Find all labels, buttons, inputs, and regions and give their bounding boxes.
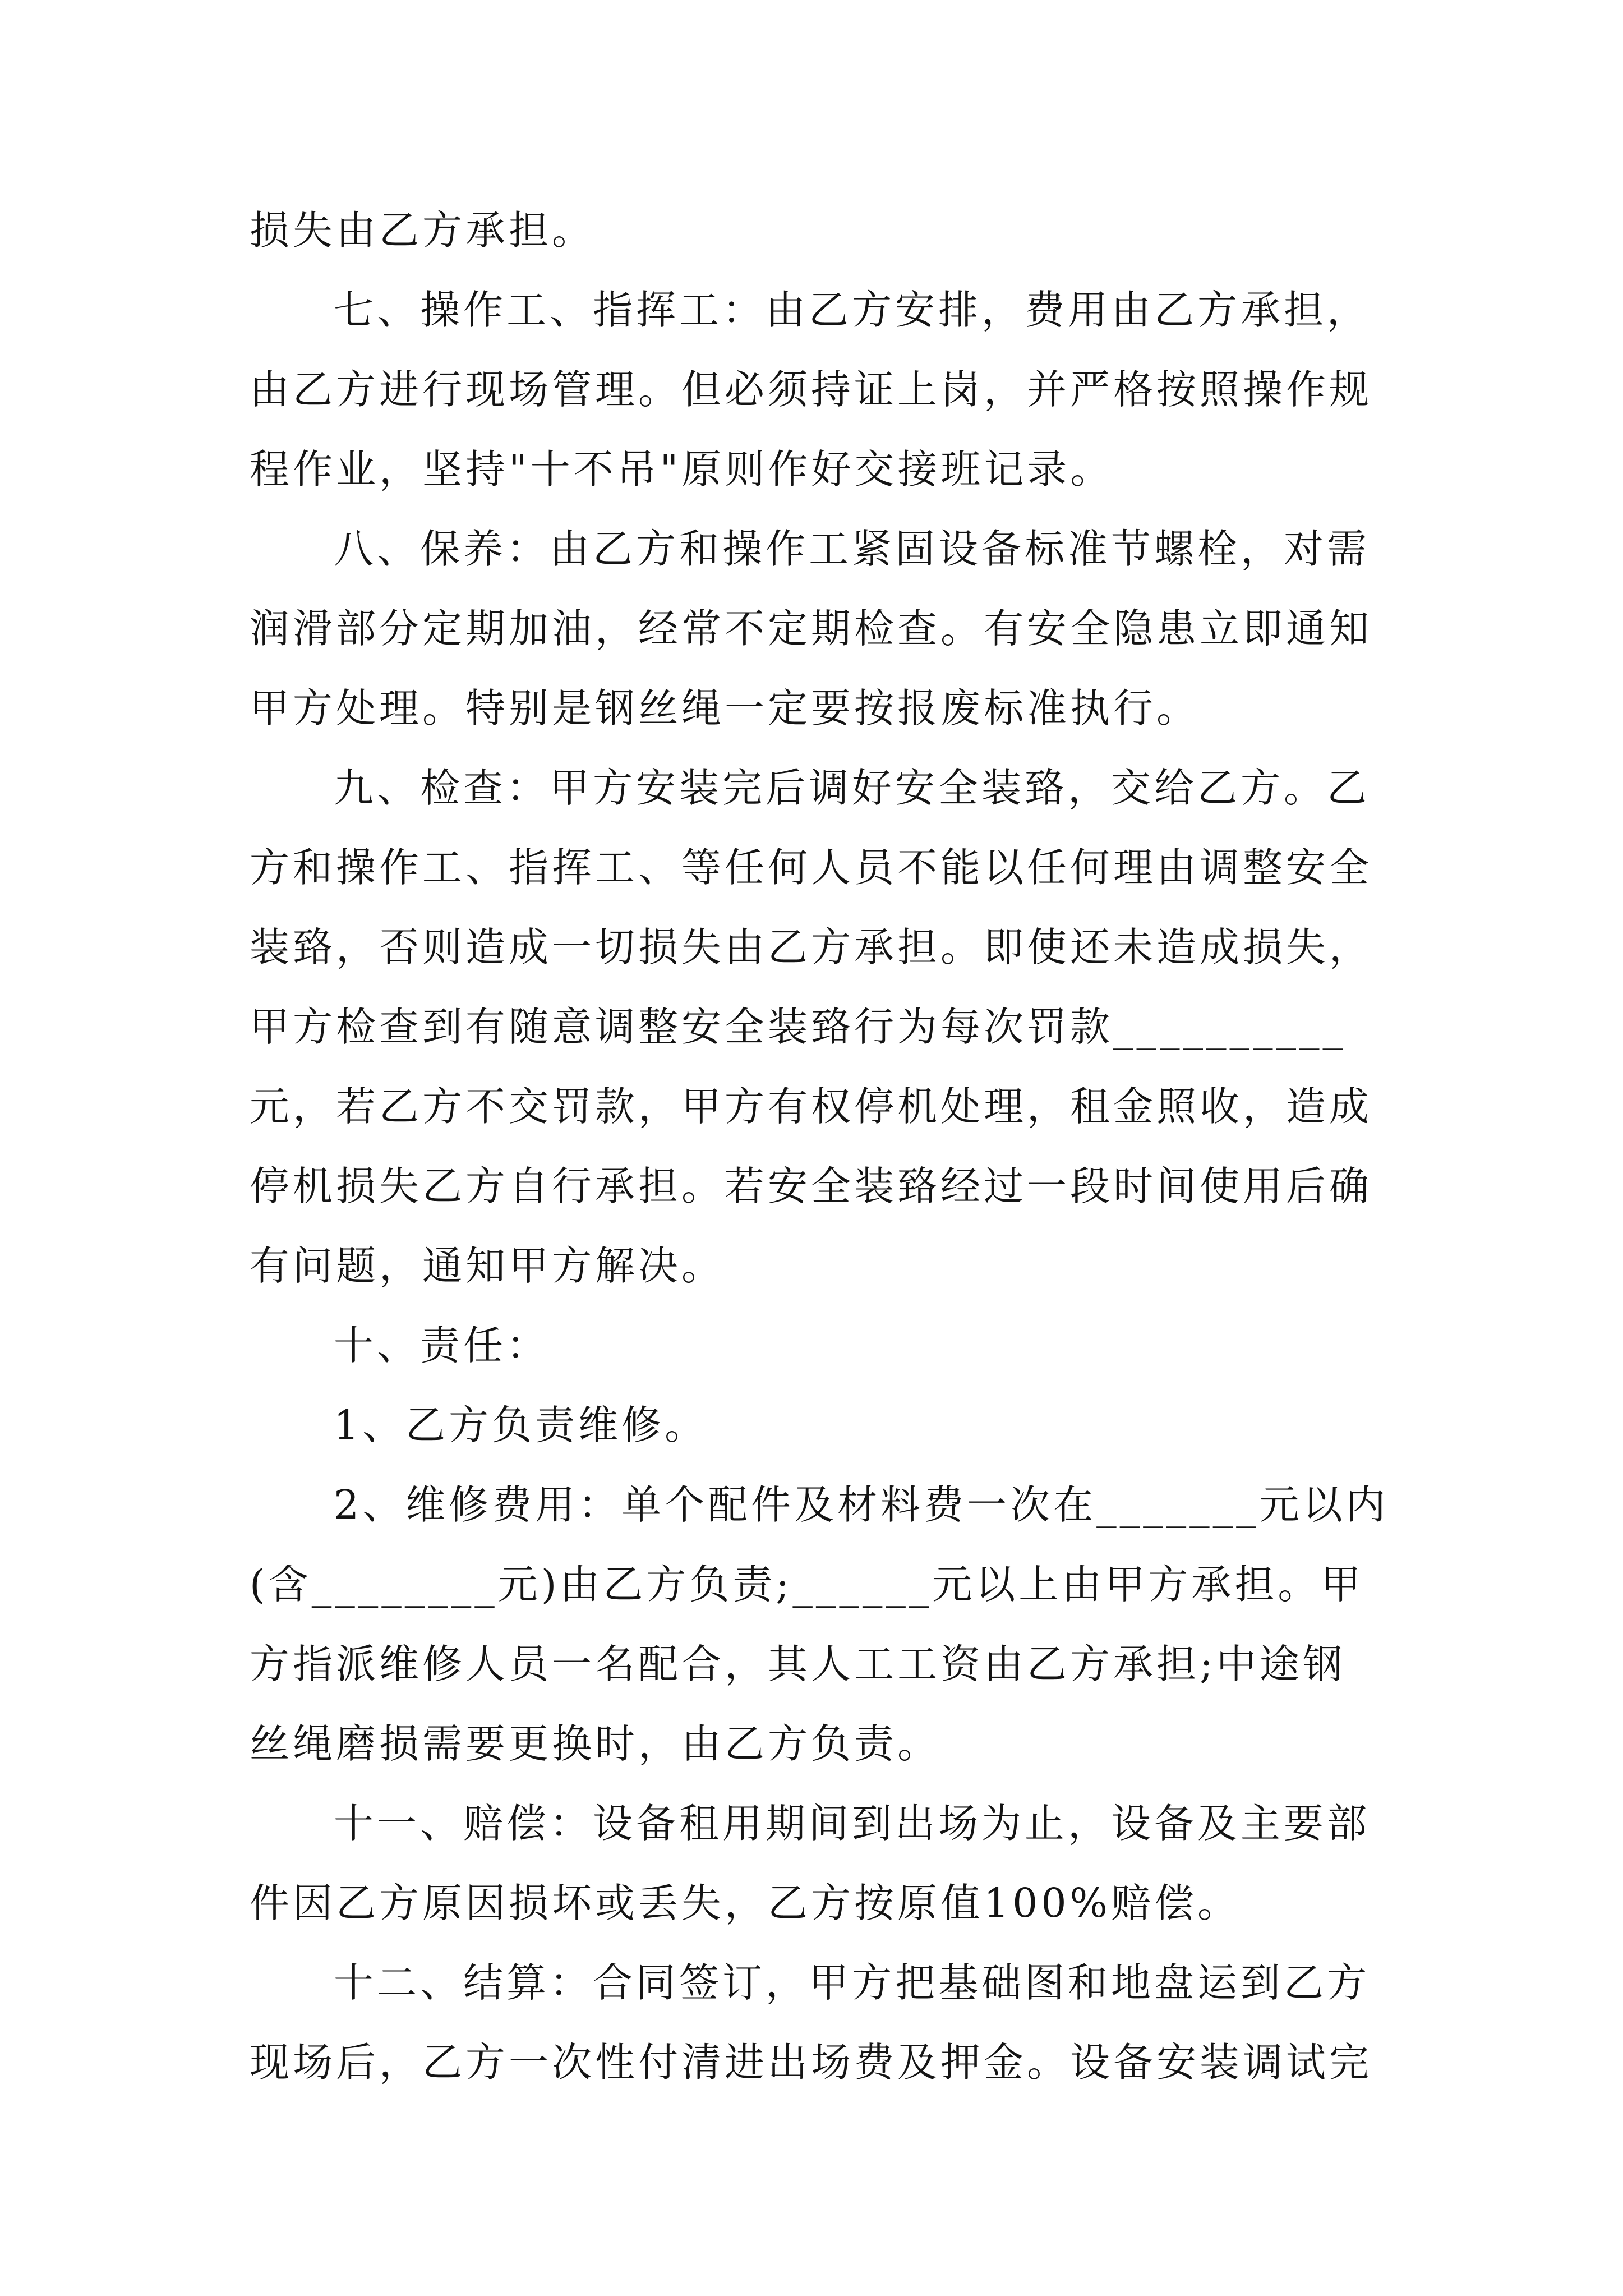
contract-body-text [250,191,1394,2102]
text-line: 停机损失乙方自行承担。若安全装臵经过一段时间使用后确 [250,1163,1373,1209]
text-line: 十二、结算：合同签订，甲方把基础图和地盘运到乙方 [334,1959,1371,2006]
text-line: 方指派维修人员一名配合，其人工工资由乙方承担;中途钢 [250,1641,1346,1687]
text-line: 现场后，乙方一次性付清进出场费及押金。设备安装调试完 [250,2039,1373,2086]
text-line: 七、操作工、指挥工：由乙方安排，费用由乙方承担， [334,287,1371,333]
text-line: 2、维修费用：单个配件及材料费一次在_______元以内 [334,1481,1389,1528]
text-line: 方和操作工、指挥工、等任何人员不能以任何理由调整安全 [250,844,1373,891]
text-line: 元，若乙方不交罚款，甲方有权停机处理，租金照收，造成 [250,1083,1373,1130]
text-line: 八、保养：由乙方和操作工紧固设备标准节螺栓，对需 [334,526,1371,572]
text-line: 1、乙方负责维修。 [334,1402,708,1448]
text-line: 十一、赔偿：设备租用期间到出场为止，设备及主要部 [334,1800,1371,1847]
text-line: 甲方处理。特别是钢丝绳一定要按报废标准执行。 [250,685,1200,731]
text-line: 九、检查：甲方安装完后调好安全装臵，交给乙方。乙 [334,765,1371,811]
text-line: (含________元)由乙方负责;______元以上由甲方承担。甲 [250,1561,1364,1608]
text-line: 由乙方进行现场管理。但必须持证上岗，并严格按照操作规 [250,366,1373,413]
text-line: 程作业，坚持"十不吊"原则作好交接班记录。 [250,446,1114,493]
text-line: 有问题，通知甲方解决。 [250,1243,725,1289]
text-line: 甲方检查到有随意调整安全装臵行为每次罚款__________ [250,1004,1347,1050]
text-line: 损失由乙方承担。 [250,207,596,254]
text-line: 润滑部分定期加油，经常不定期检查。有安全隐患立即通知 [250,605,1373,652]
text-line: 丝绳磨损需要更换时，由乙方负责。 [250,1720,941,1767]
text-line: 装臵，否则造成一切损失由乙方承担。即使还未造成损失， [250,924,1373,970]
text-line: 十、责任： [334,1322,550,1369]
text-line: 件因乙方原因损坏或丢失，乙方按原值100%赔偿。 [250,1880,1241,1926]
